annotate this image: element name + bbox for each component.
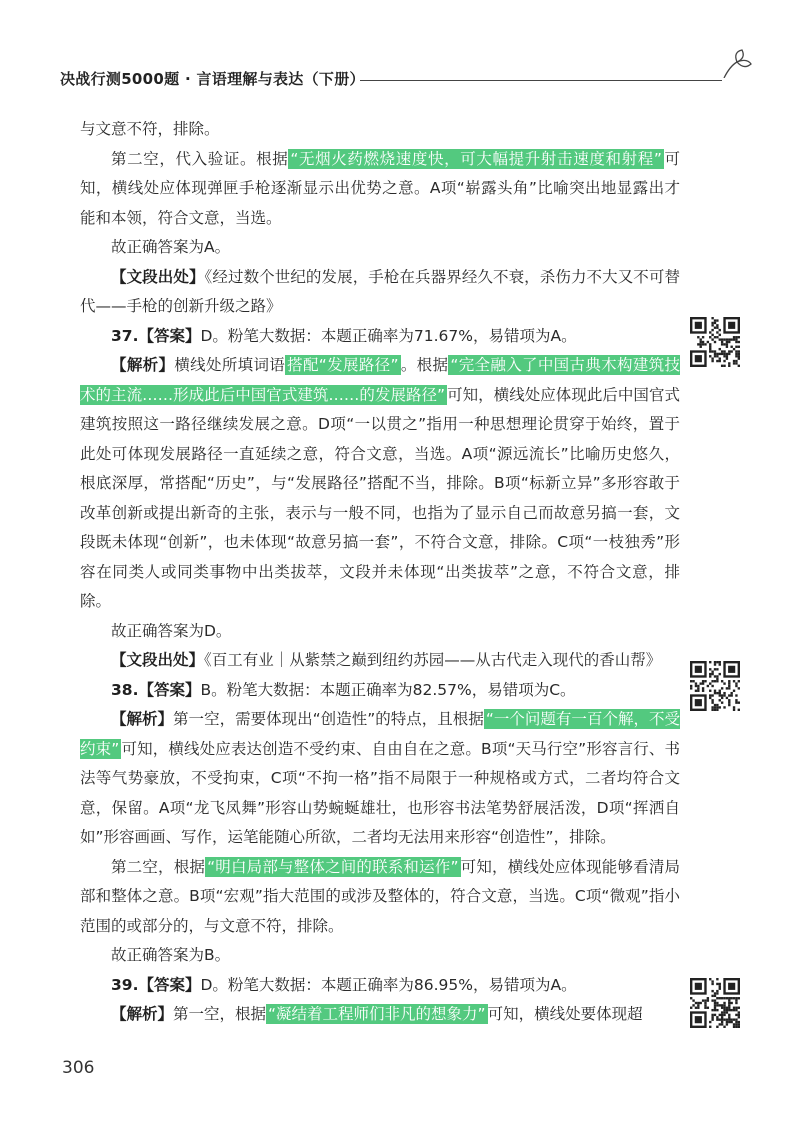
- paragraph-12: [80, 941, 680, 971]
- analysis-tag: 【解析】: [111, 710, 174, 728]
- answer-line: 故正确答案为D。: [111, 621, 232, 640]
- answer-text: B。粉笔大数据：本题正确率为82.57%，易错项为C。: [200, 680, 576, 699]
- qr-pattern: [690, 661, 740, 711]
- paragraph-text: 可知，横线处应体现能够看清局部和整体之意。B项“宏观”指大范围的或涉及整体的，符合文意，当选。C项“微观”指小范围的或部分的，与文意不符，排除。: [80, 857, 680, 935]
- paragraph-text: 与文意不符，排除。: [80, 120, 220, 138]
- highlight: “明白局部与整体之间的联系和运作”: [207, 857, 459, 876]
- paragraph-text: 第一空，根据: [173, 1005, 267, 1023]
- qr-pattern: [690, 978, 740, 1028]
- paragraph-9: [80, 676, 680, 706]
- book-title: 决战行测5000题 · 言语理解与表达（下册）: [60, 70, 365, 88]
- highlight: “完全融入了中国古典木构建筑技术的主流……形成此后中国官式建筑……的发展路径”: [80, 356, 680, 404]
- highlight: “一个问题有一百个解，不受约束”: [80, 710, 681, 758]
- paragraph-6: [80, 351, 680, 617]
- sprout-icon: [720, 48, 754, 78]
- paragraph-2: [80, 145, 680, 234]
- paragraph-text: 可知，横线处要体现超: [487, 1005, 643, 1023]
- paragraph-4: [80, 263, 680, 322]
- source-tag: 【文段出处】: [111, 267, 205, 286]
- answer-text: D。粉笔大数据：本题正确率为71.67%，易错项为A。: [200, 326, 577, 345]
- paragraph-text: 。根据: [400, 356, 449, 374]
- paragraph-11: [80, 853, 680, 942]
- answer-text: D。粉笔大数据：本题正确率为86.95%，易错项为A。: [200, 975, 577, 994]
- qr-code-icon[interactable]: [690, 661, 740, 711]
- paragraph-3: [80, 233, 680, 263]
- source-tag: 【文段出处】: [111, 651, 205, 669]
- analysis-tag: 【解析】: [111, 1005, 174, 1023]
- qr-code-icon[interactable]: [690, 317, 740, 367]
- analysis-tag: 【解析】: [111, 356, 175, 374]
- paragraph-text: 横线处所填词语: [174, 356, 286, 374]
- answer-tag: 37.【答案】: [111, 326, 201, 345]
- paragraph-7: [80, 617, 680, 647]
- paragraph-5: [80, 322, 680, 352]
- source-text: 《经过数个世纪的发展，手枪在兵器界经久不衰，杀伤力不大又不可替代——手枪的创新升级之路》: [80, 267, 680, 315]
- paragraph-text: 可知，横线处应体现弹匣手枪逐渐显示出优势之意。A项“崭露头角”比喻突出地显露出才能和本领，符合文意，当选。: [80, 149, 680, 227]
- highlight: “凝结着工程师们非凡的想象力”: [268, 1005, 486, 1023]
- paragraph-1: [80, 115, 680, 145]
- answer-tag: 38.【答案】: [111, 680, 201, 699]
- header-rule: [360, 80, 722, 81]
- paragraph-text: 第一空，需要体现出“创造性”的特点，且根据: [173, 710, 484, 728]
- answer-line: 故正确答案为A。: [111, 238, 231, 256]
- answer-tag: 39.【答案】: [111, 975, 201, 994]
- source-text: 《百工有业｜从紫禁之巅到纽约苏园——从古代走入现代的香山帮》: [204, 651, 662, 669]
- paragraph-14: [80, 1000, 680, 1030]
- paragraph-text: 第二空，代入验证。根据: [111, 149, 289, 168]
- highlight: 搭配“发展路径”: [287, 356, 399, 374]
- qr-pattern: [690, 317, 740, 367]
- paragraph-text: 可知，横线处应表达创造不受约束、自由自在之意。B项“天马行空”形容言行、书法等气势豪放，不受拘束，C项“不拘一格”指不局限于一种规格或方式，二者均符合文意，保留。A项“龙飞凤舞”形容山势蜿蜒雄壮，也形容书法笔势舒展活泼，D项“挥洒自如”形容画画、写作，运笔能随心所欲，二者均无法用来形容“创造性”，排除。: [80, 739, 681, 846]
- highlight: “无烟火药燃烧速度快，可大幅提升射击速度和射程”: [290, 149, 662, 168]
- paragraph-10: [80, 705, 680, 853]
- running-header: [60, 62, 750, 102]
- paragraph-13: [80, 971, 680, 1001]
- answer-line: 故正确答案为B。: [111, 946, 231, 964]
- paragraph-8: [80, 646, 680, 676]
- paragraph-text: 可知，横线处应体现此后中国官式建筑按照这一路径继续发展之意。D项“一以贯之”指用一种思想理论贯穿于始终，置于此处可体现发展路径一直延续之意，符合文意，当选。A项“源远流长”比喻历史悠久，根底深厚，常搭配“历史”，与“发展路径”搭配不当，排除。B项“标新立异”多形容敢于改革创新或提出新奇的主张，表示与一般不同，也指为了显示自己而故意另搞一套，文段既未体现“创新”，也未体现“故意另搞一套”，不符合文意，排除。C项“一枝独秀”形容在同类人或同类事物中出类拔萃，文段并未体现“出类拔萃”之意，不符合文意，排除。: [80, 385, 680, 610]
- page-body: [80, 115, 680, 1030]
- page-number: 306: [62, 1058, 95, 1078]
- paragraph-text: 第二空，根据: [111, 857, 206, 876]
- qr-code-icon[interactable]: [690, 978, 740, 1028]
